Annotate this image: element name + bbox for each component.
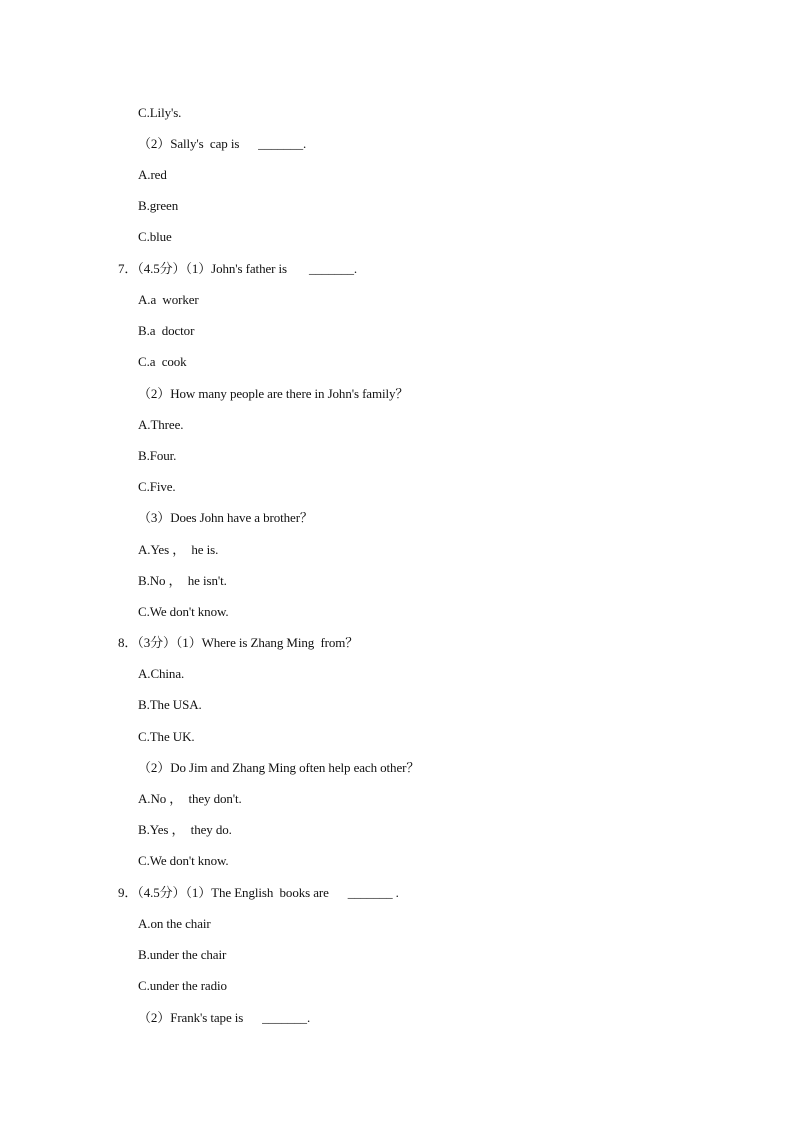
- q8-sub2-option-c: C.We don't know.: [138, 853, 229, 868]
- q7-sub1-option-c: C.a cook: [138, 354, 187, 369]
- q7-sub2-question: （2）How many people are there in John's family？: [138, 386, 409, 401]
- q9-sub1-option-a: A.on the chair: [138, 916, 211, 931]
- q7-sub3-question: （3）Does John have a brother？: [138, 510, 313, 525]
- q7-sub2-option-c: C.Five.: [138, 479, 176, 494]
- q7-header: 7．（4.5分）（1）John's father is _______.: [118, 261, 357, 276]
- q9-sub1-option-b: B.under the chair: [138, 947, 227, 962]
- q8-sub1-option-b: B.The USA.: [138, 697, 202, 712]
- q7-sub2-option-a: A.Three.: [138, 417, 184, 432]
- q6-sub2-option-a: A.red: [138, 167, 167, 182]
- q7-sub2-option-b: B.Four.: [138, 448, 177, 463]
- q6-sub2-option-b: B.green: [138, 198, 179, 213]
- q7-sub3-option-b: B.No ， he isn't.: [138, 573, 227, 588]
- q9-sub1-option-c: C.under the radio: [138, 978, 227, 993]
- q8-sub1-option-a: A.China.: [138, 666, 185, 681]
- q6-sub2-option-c: C.blue: [138, 229, 172, 244]
- q9-sub2-question: （2）Frank's tape is _______.: [138, 1010, 311, 1025]
- q7-sub3-option-a: A.Yes ， he is.: [138, 542, 219, 557]
- q8-sub1-option-c: C.The UK.: [138, 729, 195, 744]
- q8-sub2-option-a: A.No ， they don't.: [138, 791, 242, 806]
- q7-sub3-option-c: C.We don't know.: [138, 604, 229, 619]
- q6-sub2-question: （2）Sally's cap is _______.: [138, 136, 307, 151]
- q8-sub2-option-b: B.Yes ， they do.: [138, 822, 232, 837]
- q8-header: 8．（3分）（1）Where is Zhang Ming from？: [118, 635, 359, 650]
- q8-sub2-question: （2）Do Jim and Zhang Ming often help each other？: [138, 760, 420, 775]
- q7-sub1-option-a: A.a worker: [138, 292, 199, 307]
- q9-header: 9．（4.5分）（1）The English books are _______ .: [118, 885, 399, 900]
- q6-option-c: C.Lily's.: [138, 105, 182, 120]
- q7-sub1-option-b: B.a doctor: [138, 323, 195, 338]
